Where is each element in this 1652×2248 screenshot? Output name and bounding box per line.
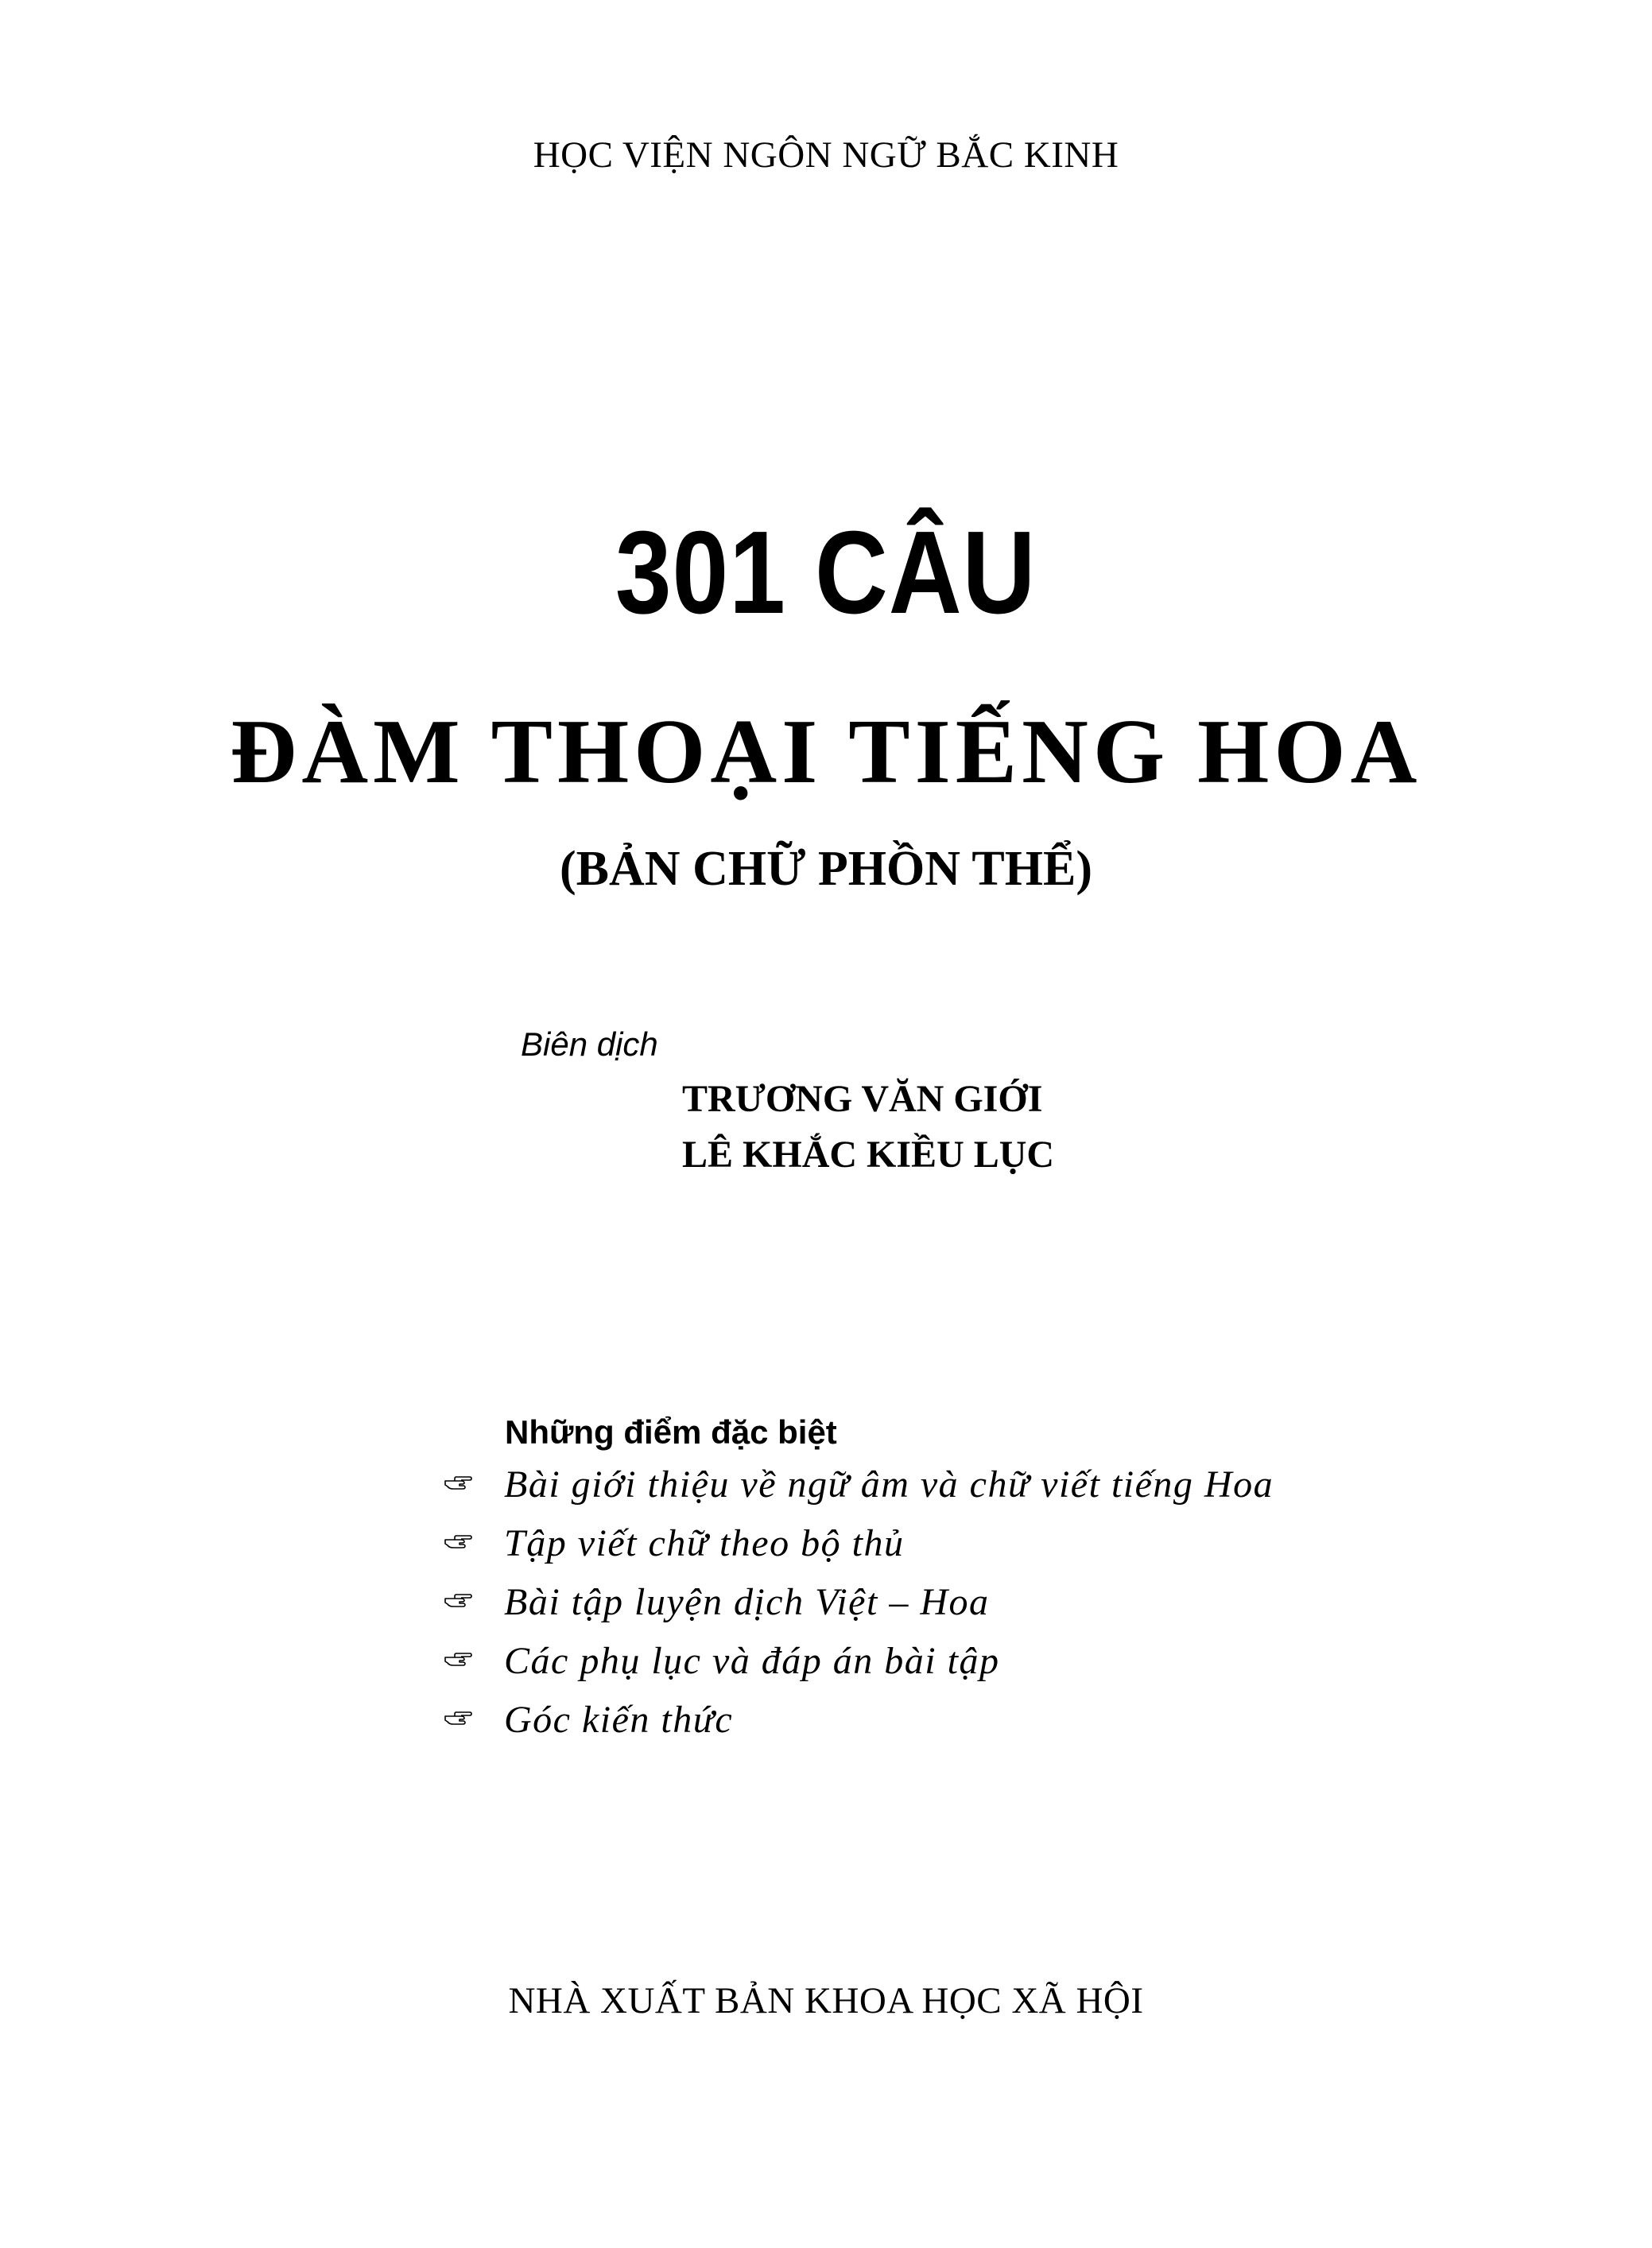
feature-text: Góc kiến thức [504,1699,734,1741]
pointing-hand-icon [444,1474,472,1493]
publisher-name: NHÀ XUẤT BẢN KHOA HỌC XÃ HỘI [508,1980,1144,2021]
compiler-name: TRƯƠNG VĂN GIỚI [682,1078,1043,1120]
institute-name: HỌC VIỆN NGÔN NGỮ BẮC KINH [533,134,1119,176]
compiler-name: LÊ KHẮC KIỀU LỤC [682,1134,1055,1176]
book-edition: (BẢN CHỮ PHỒN THỂ) [560,842,1092,896]
pointing-hand-icon [444,1709,472,1728]
pointing-hand-icon [444,1650,472,1669]
features-heading: Những điểm đặc biệt [505,1413,837,1451]
compiler-label: Biên dịch [521,1025,658,1063]
feature-text: Các phụ lục và đáp án bài tập [504,1640,1000,1682]
book-title-main: 301 CÂU [615,507,1037,638]
feature-text: Bài giới thiệu về ngữ âm và chữ viết tiếng Hoa [504,1463,1274,1506]
pointing-hand-icon [444,1533,472,1552]
book-title-sub: ĐÀM THOẠI TIẾNG HOA [230,701,1422,803]
feature-text: Bài tập luyện dịch Việt – Hoa [504,1581,990,1623]
pointing-hand-icon [444,1591,472,1610]
feature-text: Tập viết chữ theo bộ thủ [504,1522,905,1564]
